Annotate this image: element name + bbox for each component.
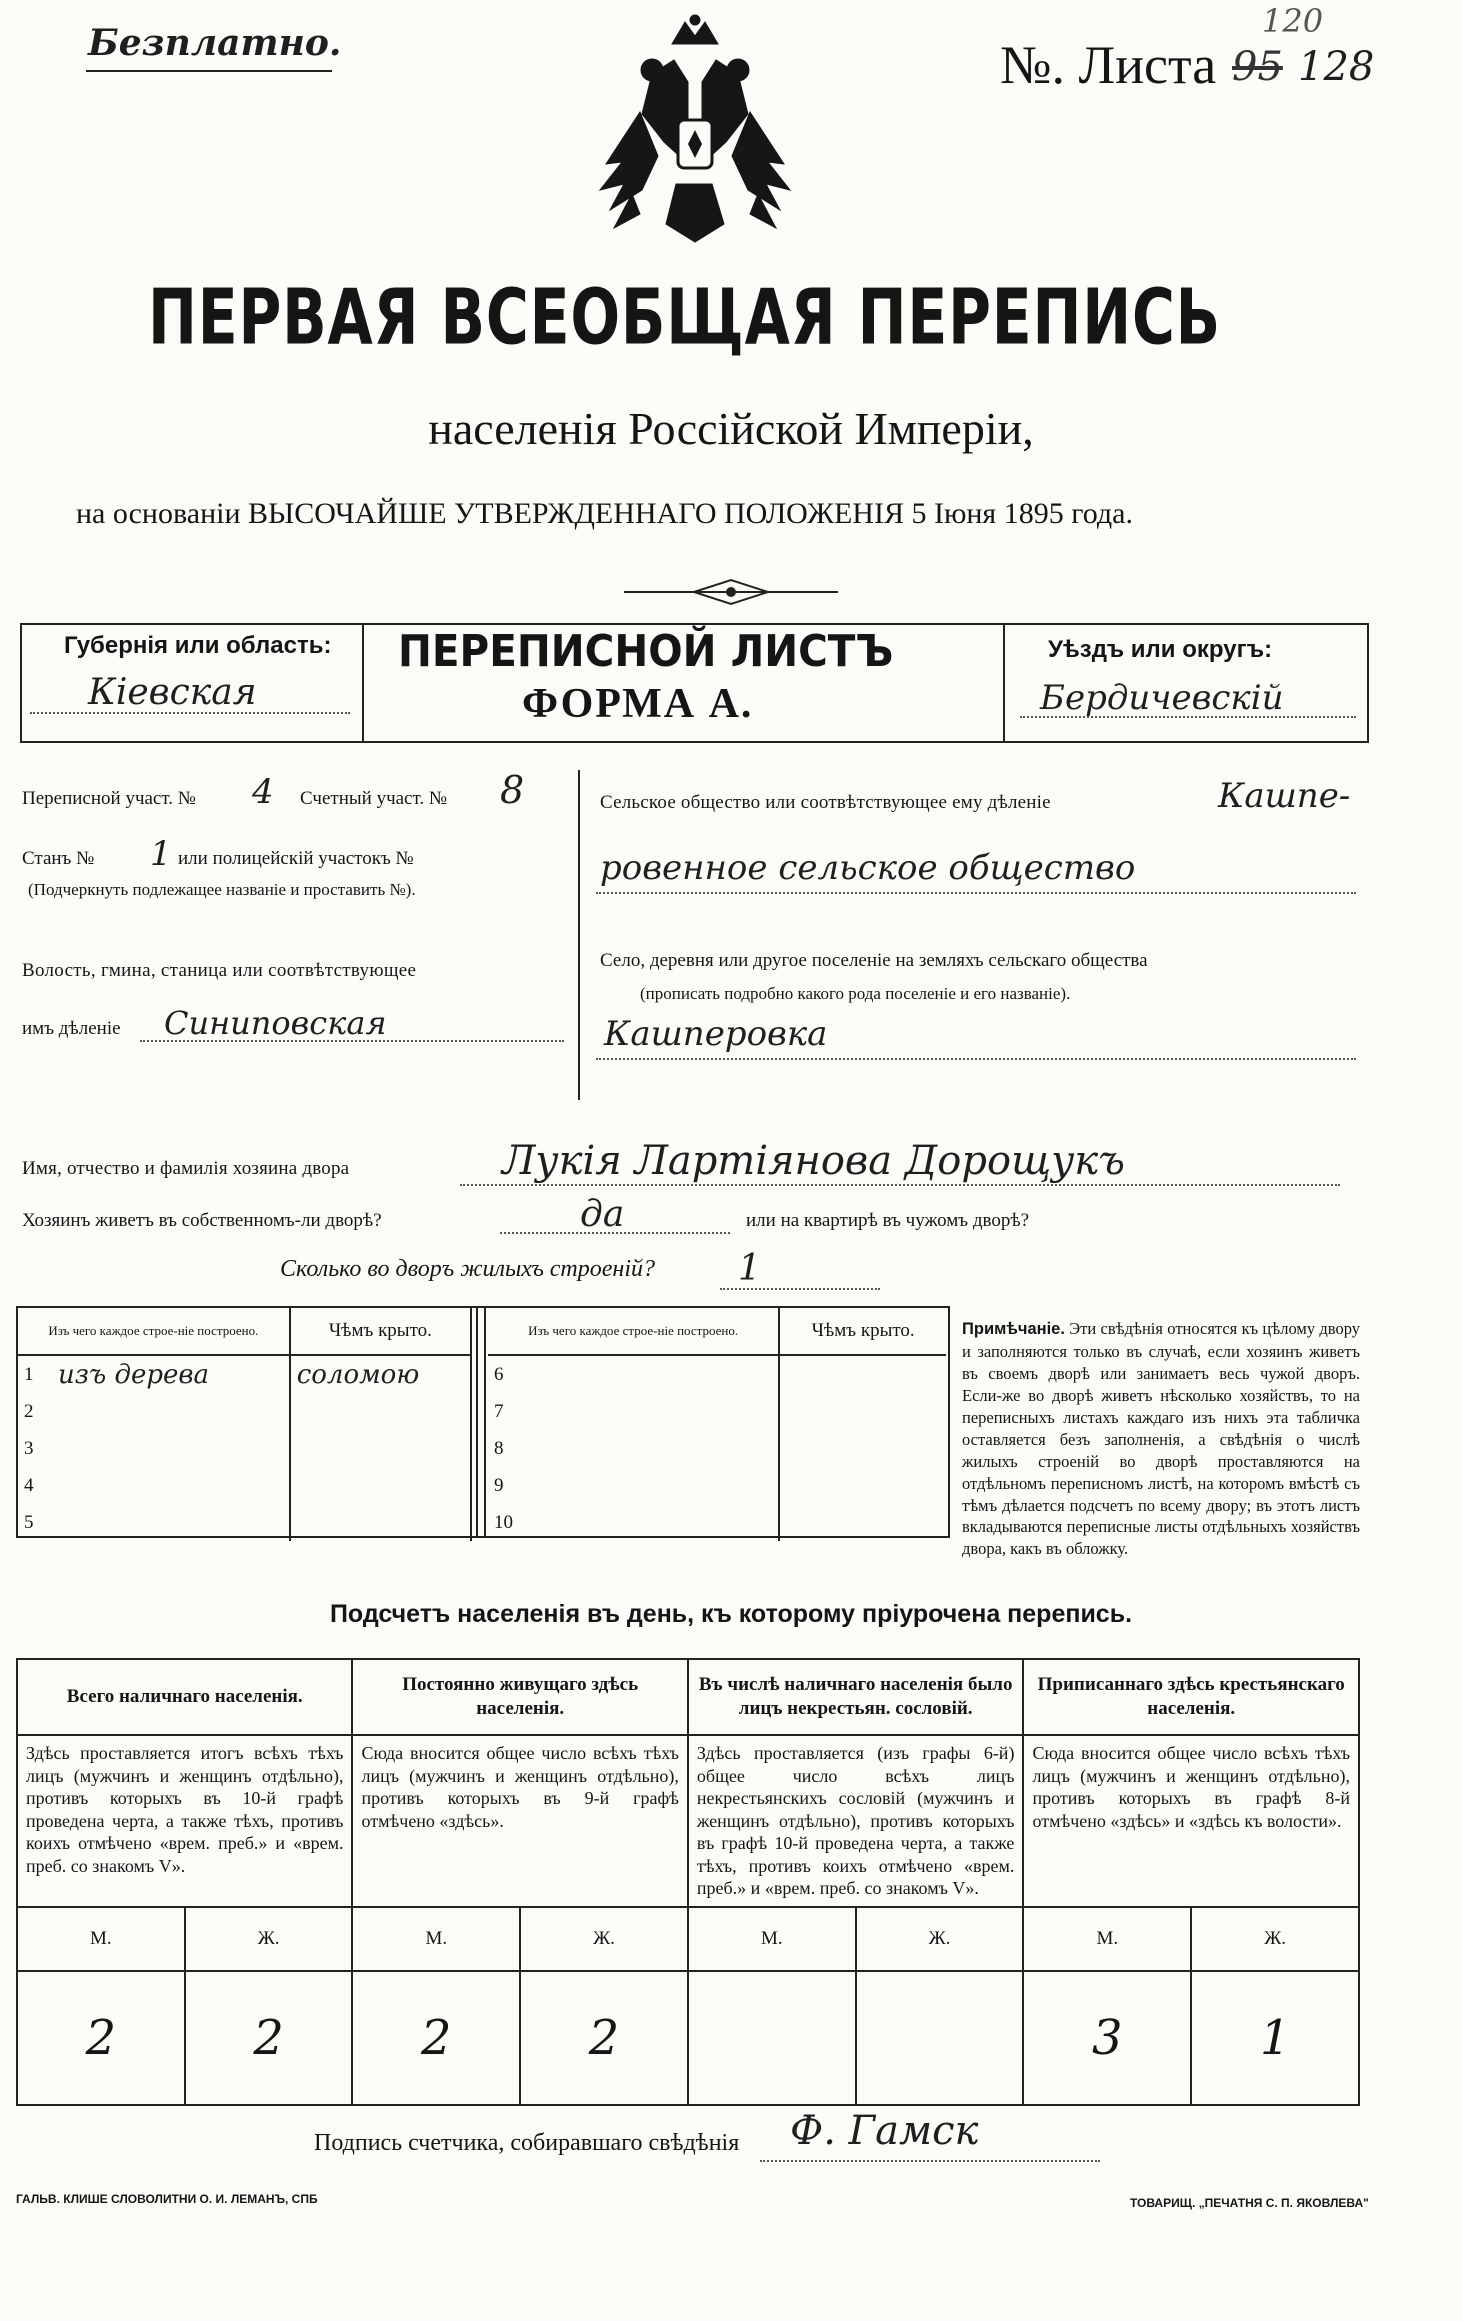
stan-label: Станъ №: [22, 848, 95, 869]
building-material: [522, 1467, 779, 1504]
signature-line: [760, 2160, 1100, 2162]
building-roof: [290, 1504, 471, 1541]
col-material-header-right: Изъ чего каждое строе-ніе построено.: [488, 1308, 779, 1355]
female-header: Ж.: [856, 1907, 1024, 1971]
village-line: [596, 1058, 1356, 1060]
col-total-present-title: Всего наличнаго населенія.: [17, 1659, 352, 1735]
building-roof: [290, 1393, 471, 1430]
row-number: 5: [24, 1511, 34, 1533]
owner-name-label: Имя, отчество и фамилія хозяина двора: [22, 1158, 350, 1179]
building-roof: [290, 1430, 471, 1467]
building-roof: соломою: [290, 1355, 471, 1393]
free-underline: [86, 70, 332, 72]
owner-name-line: [460, 1184, 1340, 1186]
police-label: или полицейскій участокъ №: [178, 848, 414, 869]
row-number: 9: [494, 1474, 504, 1496]
counting-district-label: Счетный участ. №: [300, 788, 447, 809]
buildings-count-line: [720, 1288, 880, 1290]
form-box-divider-right: [1003, 625, 1005, 741]
own-yard-line: [500, 1232, 730, 1234]
ornament-divider: [624, 578, 838, 606]
col-registered-peasant-title: Приписаннаго здѣсь крестьянскаго населенія.: [1023, 1659, 1359, 1735]
building-material: [522, 1355, 779, 1393]
row-number: 3: [24, 1437, 34, 1459]
building-row: [18, 1430, 471, 1467]
male-header: М.: [17, 1907, 185, 1971]
total-present-female: 2: [185, 1971, 353, 2105]
other-yard-label: или на квартирѣ въ чужомъ дворѣ?: [746, 1210, 1030, 1231]
free-label: Безплатно.: [88, 22, 342, 64]
society-value-1: Кашпе-: [1218, 776, 1351, 816]
non-peasant-male: [688, 1971, 856, 2105]
permanent-male: 2: [352, 1971, 520, 2105]
signature-label: Подпись счетчика, собиравшаго свѣдѣнія: [314, 2130, 740, 2156]
village-value: Кашперовка: [604, 1014, 828, 1054]
census-title: ПЕРВАЯ ВСЕОБЩАЯ ПЕРЕПИСЬ: [148, 272, 1222, 362]
census-district-value: 4: [252, 772, 274, 812]
village-label: Село, деревня или другое поселеніе на земляхъ сельскаго общества: [600, 950, 1148, 971]
census-basis: на основаніи ВЫСОЧАЙШЕ УТВЕРЖДЕННАГО ПОЛОЖЕНІЯ 5 Іюня 1895 года.: [76, 497, 1133, 530]
sheet-number-pencil: 120: [1262, 2, 1324, 40]
building-row: [488, 1355, 946, 1393]
enumerator-signature: Ф. Гамск: [790, 2108, 979, 2154]
row-number: 2: [24, 1400, 34, 1422]
double-headed-eagle-emblem: [592, 14, 798, 246]
building-row: [488, 1467, 946, 1504]
male-header: М.: [352, 1907, 520, 1971]
society-line: [596, 892, 1356, 894]
population-table: [16, 1658, 1360, 2106]
male-header: М.: [688, 1907, 856, 1971]
society-label: Сельское общество или соотвѣтствующее ему дѣленіе: [600, 792, 1051, 813]
total-present-male: 2: [17, 1971, 185, 2105]
row-number: 4: [24, 1474, 34, 1496]
building-roof: [779, 1430, 946, 1467]
registered-peasant-female: 1: [1191, 1971, 1359, 2105]
building-roof: [779, 1504, 946, 1541]
col-material-header: Изъ чего каждое строе-ніе построено.: [18, 1308, 290, 1355]
own-yard-label: Хозяинъ живетъ въ собственномъ-ли дворѣ?: [22, 1210, 382, 1231]
volost-value: Синиповская: [164, 1004, 387, 1042]
row-number: 6: [494, 1363, 504, 1385]
registered-peasant-male: 3: [1023, 1971, 1191, 2105]
building-row: [18, 1504, 471, 1541]
volost-label: Волость, гмина, станица или соотвѣтствующее: [22, 960, 417, 981]
col-roof-header-right: Чѣмъ крыто.: [779, 1308, 946, 1355]
col-permanent-desc: Сюда вносится общее число всѣхъ тѣхъ лицъ (мужчинъ и женщинъ отдѣльно), противъ которыхъ въ 9-й графѣ отмѣчено «здѣсь».: [352, 1735, 687, 1907]
building-row: [488, 1430, 946, 1467]
census-subtitle: населенія Россійской Имперіи,: [428, 403, 1034, 454]
col-roof-header: Чѣмъ крыто.: [290, 1308, 471, 1355]
building-material: изъ дерева: [52, 1355, 290, 1393]
female-header: Ж.: [1191, 1907, 1359, 1971]
owner-name-value: Лукія Лартіянова Дорощукъ: [502, 1138, 1125, 1184]
own-yard-value: да: [580, 1194, 625, 1235]
col-non-peasant-title: Въ числѣ наличнаго населенія было лицъ некрестьян. сословій.: [688, 1659, 1024, 1735]
police-note: (Подчеркнуть подлежащее названіе и проставить №).: [28, 880, 416, 899]
col-registered-peasant-desc: Сюда вносится общее число всѣхъ тѣхъ лицъ (мужчинъ и женщинъ отдѣльно), противъ которыхъ въ графѣ 8-й отмѣчено «здѣсь» и «здѣсь къ волости».: [1023, 1735, 1359, 1907]
col-non-peasant-desc: Здѣсь проставляется (изъ графы 6-й) общее число всѣхъ лицъ некрестьянскихъ сословій (мужчинъ и женщинъ отдѣльно), противъ которыхъ въ графѣ 10-й проведена черта, а также тѣхъ, противъ коихъ отмѣчено «врем. преб.» и «врем. преб. со знакомъ V».: [688, 1735, 1024, 1907]
building-material: [522, 1393, 779, 1430]
female-header: Ж.: [185, 1907, 353, 1971]
row-number: 8: [494, 1437, 504, 1459]
sheet-number-crossed: 95: [1232, 44, 1283, 90]
note-block: [962, 1318, 1360, 1560]
volost-line: [140, 1040, 564, 1042]
buildings-count-label: Сколько во дворъ жилыхъ строеній?: [280, 1256, 655, 1282]
building-material: [52, 1504, 290, 1541]
buildings-table-divider: [476, 1308, 478, 1536]
permanent-female: 2: [520, 1971, 688, 2105]
stan-value: 1: [150, 834, 172, 874]
row-number: 10: [494, 1511, 513, 1533]
form-box-divider-left: [362, 625, 364, 741]
buildings-count-value: 1: [738, 1248, 761, 1289]
building-roof: [779, 1467, 946, 1504]
building-row: [488, 1504, 946, 1541]
gubernia-line: [30, 712, 350, 714]
building-row: [488, 1393, 946, 1430]
village-note: (прописать подробно какого рода поселеніе и его названіе).: [640, 984, 1071, 1003]
male-header: М.: [1023, 1907, 1191, 1971]
note-lead: Примѣчаніе.: [962, 1320, 1065, 1338]
col-total-present-desc: Здѣсь проставляется итогъ всѣхъ тѣхъ лицъ (мужчинъ и женщинъ отдѣльно), противъ которыхъ въ 10-й графѣ проведена черта, а также тѣхъ, противъ коихъ отмѣчено «врем. преб.» и «врем. преб. со знакомъ V».: [17, 1735, 352, 1907]
gubernia-value: Кіевская: [88, 672, 257, 713]
counting-district-value: 8: [500, 768, 525, 812]
building-material: [52, 1467, 290, 1504]
col-permanent-title: Постоянно живущаго здѣсь населенія.: [352, 1659, 687, 1735]
uezd-line: [1020, 716, 1356, 718]
building-material: [522, 1430, 779, 1467]
form-title: ФОРМА А.: [522, 681, 754, 727]
uezd-value: Бердичевскій: [1040, 678, 1284, 718]
building-row: [18, 1467, 471, 1504]
buildings-table: [16, 1306, 950, 1538]
building-roof: [779, 1355, 946, 1393]
building-roof: [779, 1393, 946, 1430]
building-material: [522, 1504, 779, 1541]
sheet-title: ПЕРЕПИСНОЙ ЛИСТЪ: [398, 626, 894, 677]
building-roof: [290, 1467, 471, 1504]
sheet-number-label: №. Листа: [1000, 35, 1217, 95]
fields-divider: [578, 770, 580, 1100]
building-row: [18, 1393, 471, 1430]
buildings-table-divider-2: [484, 1308, 486, 1536]
uezd-label: Уѣздъ или округъ:: [1048, 636, 1273, 663]
census-district-label: Переписной участ. №: [22, 788, 196, 809]
gubernia-label: Губернія или область:: [64, 632, 332, 659]
sheet-number-value: 128: [1298, 44, 1375, 90]
female-header: Ж.: [520, 1907, 688, 1971]
footer-left: ГАЛЬВ. КЛИШЕ СЛОВОЛИТНИ О. И. ЛЕМАНЪ, СПБ: [16, 2192, 318, 2206]
population-heading: Подсчетъ населенія въ день, къ которому пріурочена перепись.: [329, 1600, 1133, 1628]
volost-label-2: имъ дѣленіе: [22, 1018, 121, 1039]
row-number: 7: [494, 1400, 504, 1422]
building-row: [18, 1355, 471, 1393]
building-material: [52, 1393, 290, 1430]
row-number: 1: [24, 1363, 34, 1385]
non-peasant-female: [856, 1971, 1024, 2105]
footer-right: ТОВАРИЩ. „ПЕЧАТНЯ С. П. ЯКОВЛЕВА": [1130, 2196, 1369, 2210]
building-material: [52, 1430, 290, 1467]
note-text: Эти свѣдѣнія относятся къ цѣлому двору и заполняются только въ случаѣ, если хозяинъ живетъ въ своемъ дворѣ или занимаетъ весь чужой дворъ. Если-же во дворѣ живетъ нѣсколько хозяйствъ, то на переписныхъ листахъ каждаго изъ нихъ эта табличка оставляется безъ заполненія, а свѣдѣнія о числѣ жилыхъ строеній во дворѣ проставляются на отдѣльномъ переписномъ листѣ, на которомъ вмѣстѣ съ тѣмъ дѣлается подсчетъ по всему двору; въ этотъ листъ вкладываются переписные листы отдѣльныхъ хозяйствъ двора, какъ въ обложку.: [962, 1319, 1361, 1559]
society-value-2: ровенное сельское общество: [600, 848, 1136, 888]
